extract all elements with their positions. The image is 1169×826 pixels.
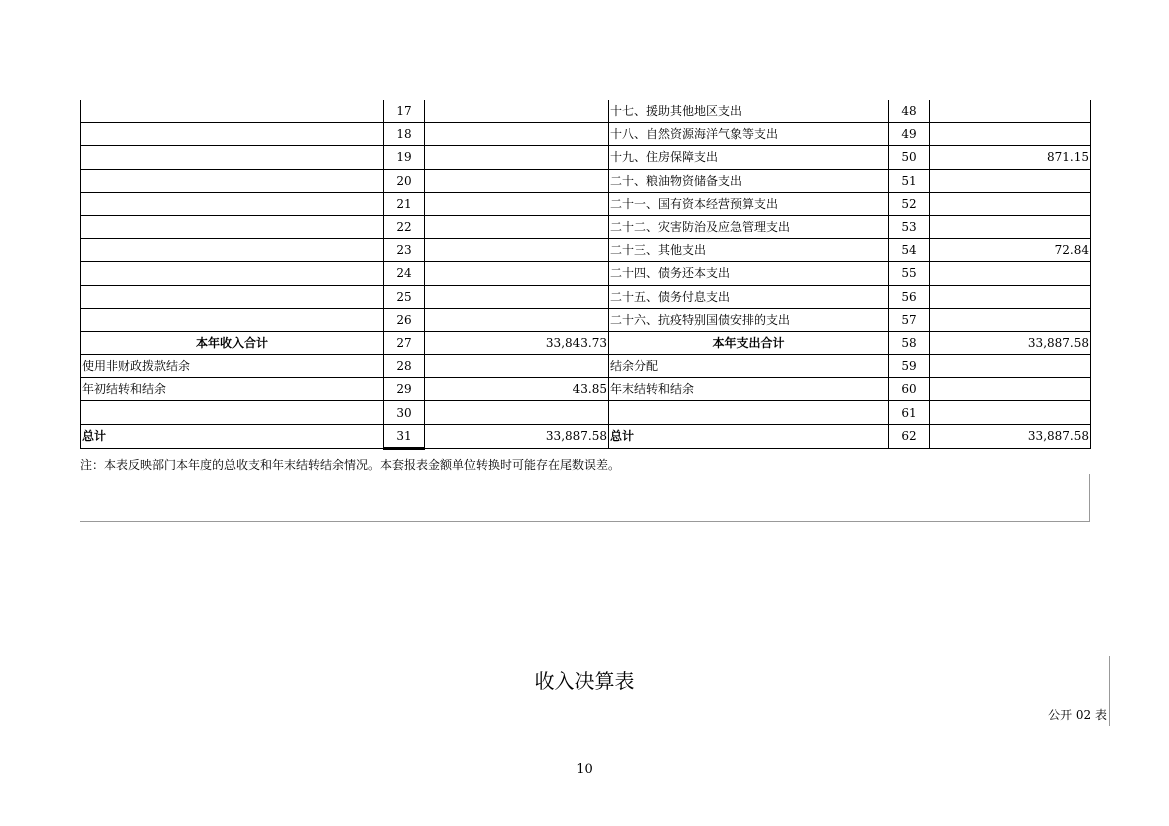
income-amount-cell [425, 355, 609, 378]
income-total-amount: 33,887.58 [425, 424, 609, 448]
expense-amount-cell [930, 169, 1091, 192]
income-row-number: 30 [384, 401, 425, 424]
income-item-cell [81, 123, 384, 146]
expense-amount-cell [930, 378, 1091, 401]
income-row-number: 26 [384, 308, 425, 331]
expense-amount-cell: 871.15 [930, 146, 1091, 169]
expense-amount-cell [930, 100, 1091, 123]
table-row [81, 100, 1091, 123]
expense-row-number: 56 [889, 285, 930, 308]
income-row-number: 22 [384, 215, 425, 238]
expense-amount-cell [930, 215, 1091, 238]
income-item-cell: 使用非财政拨款结余 [81, 355, 384, 378]
income-row-number: 17 [384, 100, 425, 123]
expense-item-cell: 十八、自然资源海洋气象等支出 [609, 123, 889, 146]
table-row-subtotal [81, 331, 1091, 354]
expense-item-cell: 二十、粮油物资储备支出 [609, 169, 889, 192]
income-item-cell [81, 100, 384, 123]
table-row [81, 262, 1091, 285]
expense-row-number: 58 [889, 331, 930, 354]
expense-row-number: 60 [889, 378, 930, 401]
table-row [81, 378, 1091, 401]
expense-amount-cell: 72.84 [930, 239, 1091, 262]
income-amount-cell [425, 192, 609, 215]
income-amount-cell: 43.85 [425, 378, 609, 401]
income-item-cell [81, 169, 384, 192]
table-code-label: 公开 02 表 [1048, 708, 1107, 722]
table-row [81, 123, 1091, 146]
expense-item-cell: 二十四、债务还本支出 [609, 262, 889, 285]
income-item-cell [81, 192, 384, 215]
income-row-number: 28 [384, 355, 425, 378]
expense-amount-cell [930, 285, 1091, 308]
income-item-cell [81, 401, 384, 424]
table-row [81, 285, 1091, 308]
expense-subtotal-label: 本年支出合计 [609, 331, 889, 354]
expense-row-number: 57 [889, 308, 930, 331]
income-item-cell [81, 239, 384, 262]
income-item-cell [81, 215, 384, 238]
expense-item-cell: 二十五、债务付息支出 [609, 285, 889, 308]
table-footnote: 注：本表反映部门本年度的总收支和年末结转结余情况。本套报表金额单位转换时可能存在尾数误差。 [80, 458, 621, 472]
expense-row-number: 54 [889, 239, 930, 262]
header-border [1109, 656, 1110, 726]
table-row [81, 355, 1091, 378]
income-amount-cell [425, 401, 609, 424]
expense-row-number: 53 [889, 215, 930, 238]
income-row-number: 21 [384, 192, 425, 215]
income-amount-cell [425, 169, 609, 192]
income-amount-cell [425, 285, 609, 308]
expense-row-number: 48 [889, 100, 930, 123]
income-row-number: 23 [384, 239, 425, 262]
expense-total-label: 总计 [609, 424, 889, 448]
income-subtotal-label: 本年收入合计 [81, 331, 384, 354]
final-accounts-table [80, 100, 1091, 450]
income-item-cell [81, 308, 384, 331]
income-item-cell [81, 285, 384, 308]
expense-item-cell: 二十一、国有资本经营预算支出 [609, 192, 889, 215]
expense-item-cell: 十七、援助其他地区支出 [609, 100, 889, 123]
note-box-border [1089, 474, 1090, 522]
expense-total-amount: 33,887.58 [930, 424, 1091, 448]
table-row [81, 192, 1091, 215]
expense-amount-cell [930, 262, 1091, 285]
income-amount-cell [425, 146, 609, 169]
income-row-number: 29 [384, 378, 425, 401]
expense-amount-cell [930, 355, 1091, 378]
expense-amount-cell [930, 308, 1091, 331]
table-row [81, 169, 1091, 192]
income-item-cell: 年初结转和结余 [81, 378, 384, 401]
income-row-number: 18 [384, 123, 425, 146]
income-amount-cell [425, 123, 609, 146]
income-row-number: 20 [384, 169, 425, 192]
income-item-cell [81, 146, 384, 169]
income-amount-cell [425, 308, 609, 331]
expense-item-cell: 二十六、抗疫特别国债安排的支出 [609, 308, 889, 331]
income-row-number: 27 [384, 331, 425, 354]
table-row-total [81, 424, 1091, 448]
table-row [81, 215, 1091, 238]
table-row [81, 401, 1091, 424]
income-amount-cell [425, 100, 609, 123]
income-total-label: 总计 [81, 424, 384, 448]
expense-item-cell: 十九、住房保障支出 [609, 146, 889, 169]
table-row [81, 239, 1091, 262]
expense-amount-cell [930, 192, 1091, 215]
expense-item-cell: 结余分配 [609, 355, 889, 378]
page-number: 10 [576, 762, 593, 777]
expense-row-number: 61 [889, 401, 930, 424]
expense-item-cell: 二十三、其他支出 [609, 239, 889, 262]
expense-item-cell: 年末结转和结余 [609, 378, 889, 401]
expense-row-number: 49 [889, 123, 930, 146]
income-amount-cell [425, 262, 609, 285]
expense-item-cell [609, 401, 889, 424]
income-subtotal-amount: 33,843.73 [425, 331, 609, 354]
income-row-number: 25 [384, 285, 425, 308]
income-amount-cell [425, 215, 609, 238]
note-box-border [80, 521, 1090, 522]
page-title: 收入决算表 [534, 669, 635, 693]
table-row [81, 146, 1091, 169]
expense-amount-cell [930, 123, 1091, 146]
expense-row-number: 59 [889, 355, 930, 378]
income-amount-cell [425, 239, 609, 262]
expense-item-cell: 二十二、灾害防治及应急管理支出 [609, 215, 889, 238]
income-row-number: 31 [384, 424, 425, 448]
expense-row-number: 52 [889, 192, 930, 215]
income-row-number: 19 [384, 146, 425, 169]
table-row [81, 308, 1091, 331]
income-item-cell [81, 262, 384, 285]
expense-row-number: 50 [889, 146, 930, 169]
expense-subtotal-amount: 33,887.58 [930, 331, 1091, 354]
expense-row-number: 51 [889, 169, 930, 192]
income-row-number: 24 [384, 262, 425, 285]
expense-row-number: 62 [889, 424, 930, 448]
expense-row-number: 55 [889, 262, 930, 285]
expense-amount-cell [930, 401, 1091, 424]
